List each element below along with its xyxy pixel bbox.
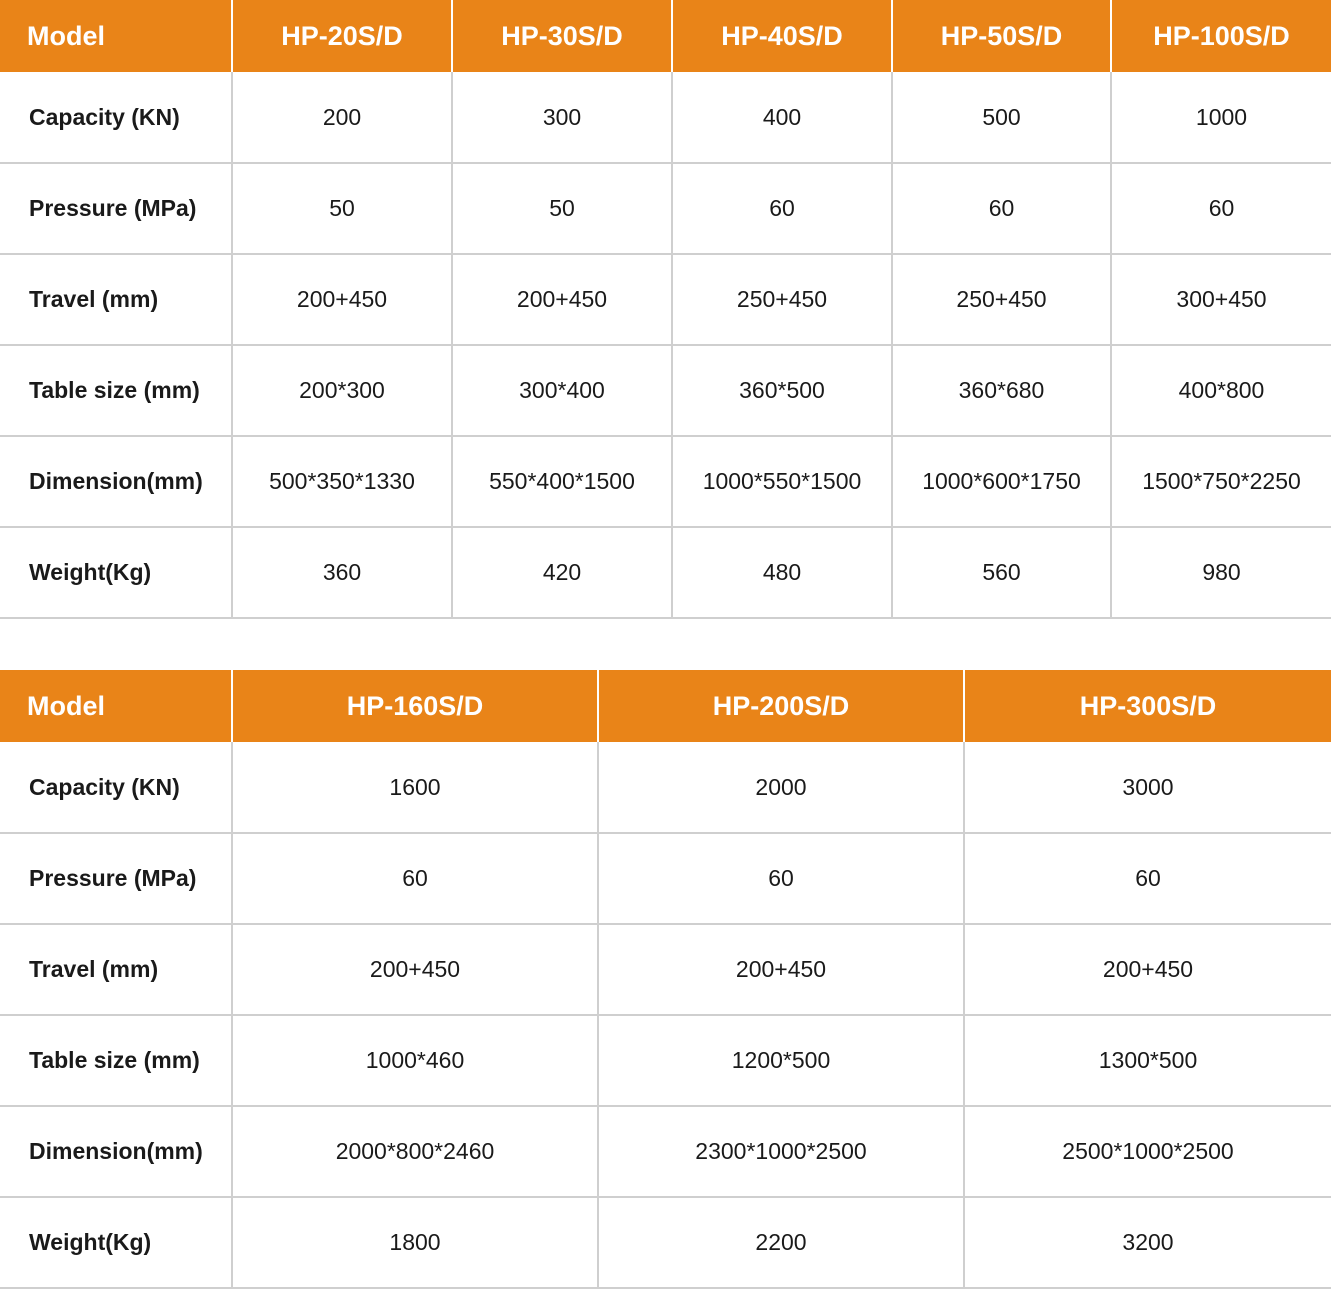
table-row (0, 254, 1331, 345)
table-cell: 300 (452, 72, 672, 163)
spec-table-1 (0, 0, 1331, 619)
table-cell: 2300*1000*2500 (598, 1106, 964, 1197)
table-cell: 2000 (598, 742, 964, 833)
table-cell: 60 (232, 833, 598, 924)
table-cell: 250+450 (672, 254, 892, 345)
table-row (0, 1015, 1331, 1106)
header-model-name: HP-200S/D (598, 670, 964, 742)
table-cell: 250+450 (892, 254, 1111, 345)
table-row (0, 436, 1331, 527)
table-cell: 360*500 (672, 345, 892, 436)
table-cell: 200+450 (964, 924, 1331, 1015)
table-row (0, 1197, 1331, 1288)
table-cell: 1600 (232, 742, 598, 833)
table-cell: 300*400 (452, 345, 672, 436)
table-cell: 60 (672, 163, 892, 254)
table-cell: 1000 (1111, 72, 1331, 163)
table-cell: 1000*550*1500 (672, 436, 892, 527)
table-cell: 360*680 (892, 345, 1111, 436)
table-row (0, 72, 1331, 163)
table-cell: 200+450 (452, 254, 672, 345)
table-cell: 200+450 (598, 924, 964, 1015)
table-cell: 200+450 (232, 924, 598, 1015)
table-cell: 500*350*1330 (232, 436, 452, 527)
table-cell: 560 (892, 527, 1111, 618)
row-label: Weight(Kg) (0, 1197, 232, 1288)
table-cell: 480 (672, 527, 892, 618)
table-cell: 420 (452, 527, 672, 618)
table-cell: 2500*1000*2500 (964, 1106, 1331, 1197)
spec-table-2 (0, 670, 1331, 1289)
table-cell: 360 (232, 527, 452, 618)
table-row (0, 1106, 1331, 1197)
table-cell: 60 (892, 163, 1111, 254)
table-cell: 550*400*1500 (452, 436, 672, 527)
table-cell: 1300*500 (964, 1015, 1331, 1106)
table-row (0, 833, 1331, 924)
table-cell: 1000*460 (232, 1015, 598, 1106)
row-label: Pressure (MPa) (0, 163, 232, 254)
row-label: Table size (mm) (0, 1015, 232, 1106)
table-cell: 1000*600*1750 (892, 436, 1111, 527)
row-label: Weight(Kg) (0, 527, 232, 618)
table-cell: 400 (672, 72, 892, 163)
table-row (0, 527, 1331, 618)
row-label: Dimension(mm) (0, 436, 232, 527)
header-model-name: HP-20S/D (232, 0, 452, 72)
table-cell: 980 (1111, 527, 1331, 618)
table-row (0, 345, 1331, 436)
header-model-name: HP-50S/D (892, 0, 1111, 72)
table-cell: 500 (892, 72, 1111, 163)
header-model-name: HP-30S/D (452, 0, 672, 72)
table-row (0, 742, 1331, 833)
table-cell: 400*800 (1111, 345, 1331, 436)
header-model-label: Model (0, 670, 232, 742)
table-cell: 60 (964, 833, 1331, 924)
table-cell: 2200 (598, 1197, 964, 1288)
row-label: Capacity (KN) (0, 72, 232, 163)
table-cell: 50 (232, 163, 452, 254)
row-label: Travel (mm) (0, 254, 232, 345)
header-model-label: Model (0, 0, 232, 72)
header-model-name: HP-40S/D (672, 0, 892, 72)
table-cell: 3200 (964, 1197, 1331, 1288)
table-row (0, 163, 1331, 254)
table-row (0, 924, 1331, 1015)
row-label: Dimension(mm) (0, 1106, 232, 1197)
header-row (0, 0, 1331, 72)
table-cell: 200+450 (232, 254, 452, 345)
table-cell: 60 (1111, 163, 1331, 254)
table-cell: 3000 (964, 742, 1331, 833)
table-cell: 60 (598, 833, 964, 924)
row-label: Capacity (KN) (0, 742, 232, 833)
row-label: Table size (mm) (0, 345, 232, 436)
table-cell: 1800 (232, 1197, 598, 1288)
header-model-name: HP-100S/D (1111, 0, 1331, 72)
header-row (0, 670, 1331, 742)
table-cell: 200 (232, 72, 452, 163)
header-model-name: HP-160S/D (232, 670, 598, 742)
row-label: Travel (mm) (0, 924, 232, 1015)
table-cell: 2000*800*2460 (232, 1106, 598, 1197)
table-cell: 50 (452, 163, 672, 254)
table-cell: 1500*750*2250 (1111, 436, 1331, 527)
table-cell: 200*300 (232, 345, 452, 436)
row-label: Pressure (MPa) (0, 833, 232, 924)
table-cell: 300+450 (1111, 254, 1331, 345)
table-cell: 1200*500 (598, 1015, 964, 1106)
header-model-name: HP-300S/D (964, 670, 1331, 742)
